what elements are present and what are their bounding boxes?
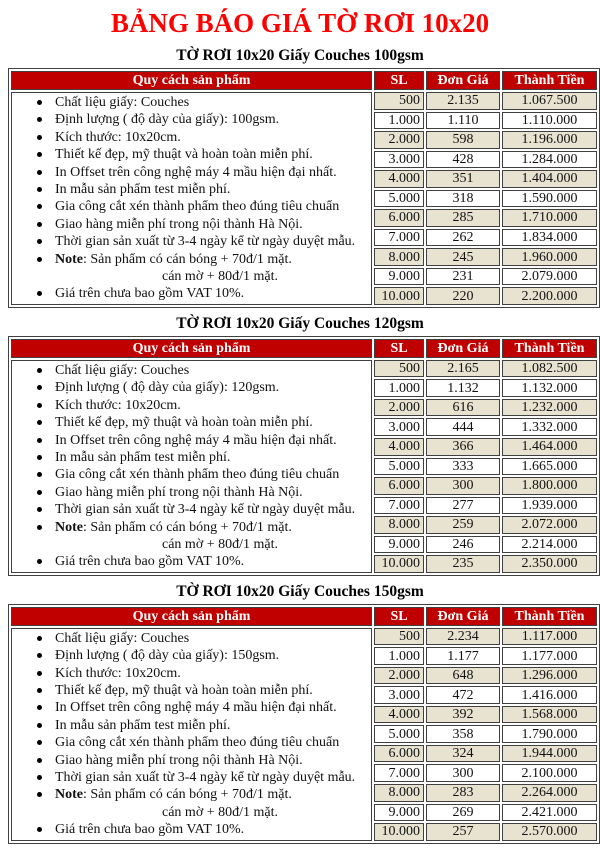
total-amount-cell: 1.960.000	[502, 248, 597, 266]
quantity-cell: 8.000	[374, 248, 424, 266]
column-header-quantity: SL	[374, 71, 424, 90]
bullet-icon	[37, 740, 42, 745]
bullet-icon	[37, 455, 42, 460]
quantity-cell: 5.000	[374, 458, 424, 476]
bullet-icon	[37, 472, 42, 477]
bullet-icon	[37, 135, 42, 140]
table-row	[11, 360, 597, 378]
price-table	[8, 336, 600, 576]
unit-price-cell: 269	[426, 804, 500, 822]
bullet-icon	[37, 792, 42, 797]
total-amount-cell: 1.232.000	[502, 399, 597, 417]
price-section	[8, 314, 592, 576]
note-label: Note	[55, 787, 83, 803]
spec-item: In mẫu sản phẩm test miễn phí.	[15, 717, 366, 734]
bullet-icon	[37, 117, 42, 122]
quantity-cell: 9.000	[374, 268, 424, 286]
unit-price-cell: 235	[426, 555, 500, 573]
quantity-cell: 3.000	[374, 151, 424, 169]
column-header-specs: Quy cách sản phẩm	[11, 339, 372, 358]
section-subtitle: TỜ RƠI 10x20 Giấy Couches 120gsm	[176, 314, 424, 332]
column-header-specs: Quy cách sản phẩm	[11, 607, 372, 626]
spec-item: Giao hàng miễn phí trong nội thành Hà Nội.	[15, 484, 366, 501]
bullet-icon	[37, 636, 42, 641]
unit-price-cell: 2.234	[426, 628, 500, 646]
unit-price-cell: 428	[426, 151, 500, 169]
quantity-cell: 6.000	[374, 477, 424, 495]
table-header-row	[11, 71, 597, 90]
quantity-cell: 6.000	[374, 209, 424, 227]
unit-price-cell: 257	[426, 823, 500, 841]
table-header-row	[11, 339, 597, 358]
column-header-quantity: SL	[374, 339, 424, 358]
total-amount-cell: 1.404.000	[502, 170, 597, 188]
bullet-icon	[37, 222, 42, 227]
spec-item: Kích thước: 10x20cm.	[15, 129, 366, 146]
unit-price-cell: 472	[426, 686, 500, 704]
quantity-cell: 9.000	[374, 804, 424, 822]
price-table	[8, 604, 600, 844]
price-table	[8, 68, 600, 308]
bullet-icon	[37, 420, 42, 425]
quantity-cell: 1.000	[374, 647, 424, 665]
unit-price-cell: 300	[426, 477, 500, 495]
bullet-icon	[37, 688, 42, 693]
quantity-cell: 500	[374, 628, 424, 646]
bullet-icon	[37, 525, 42, 530]
spec-item: cán mờ + 80đ/1 mặt.	[162, 536, 278, 552]
bullet-icon	[37, 291, 42, 296]
column-header-total: Thành Tiền	[502, 339, 597, 358]
quantity-cell: 1.000	[374, 112, 424, 130]
unit-price-cell: 392	[426, 706, 500, 724]
section-subtitle: TỜ RƠI 10x20 Giấy Couches 150gsm	[176, 582, 424, 600]
spec-item: Thiết kế đẹp, mỹ thuật và hoàn toàn miễn phí.	[15, 146, 366, 163]
spec-list	[15, 629, 368, 840]
column-header-unit-price: Đơn Giá	[426, 71, 500, 90]
total-amount-cell: 1.332.000	[502, 418, 597, 436]
total-amount-cell: 1.082.500	[502, 360, 597, 378]
total-amount-cell: 2.072.000	[502, 516, 597, 534]
bullet-icon	[37, 827, 42, 832]
unit-price-cell: 2.165	[426, 360, 500, 378]
spec-item: cán mờ + 80đ/1 mặt.	[162, 804, 278, 820]
note-label: Note	[55, 519, 83, 535]
total-amount-cell: 1.132.000	[502, 379, 597, 397]
unit-price-cell: 259	[426, 516, 500, 534]
total-amount-cell: 1.944.000	[502, 745, 597, 763]
total-amount-cell: 2.570.000	[502, 823, 597, 841]
quantity-cell: 4.000	[374, 170, 424, 188]
total-amount-cell: 2.100.000	[502, 764, 597, 782]
unit-price-cell: 262	[426, 229, 500, 247]
spec-item: Giao hàng miễn phí trong nội thành Hà Nội.	[15, 216, 366, 233]
unit-price-cell: 231	[426, 268, 500, 286]
price-section	[8, 46, 592, 308]
bullet-icon	[37, 438, 42, 443]
column-header-unit-price: Đơn Giá	[426, 339, 500, 358]
total-amount-cell: 1.790.000	[502, 725, 597, 743]
spec-item: Note: Sản phẩm có cán bóng + 70đ/1 mặt.	[15, 519, 366, 536]
quantity-cell: 2.000	[374, 399, 424, 417]
table-row	[11, 628, 597, 646]
spec-item: Giá trên chưa bao gồm VAT 10%.	[15, 821, 366, 838]
spec-list	[15, 93, 368, 304]
spec-item: Thời gian sản xuất từ 3-4 ngày kể từ ngày duyệt mẫu.	[15, 769, 366, 786]
total-amount-cell: 1.710.000	[502, 209, 597, 227]
unit-price-cell: 285	[426, 209, 500, 227]
spec-list	[15, 361, 368, 572]
total-amount-cell: 1.416.000	[502, 686, 597, 704]
quantity-cell: 500	[374, 92, 424, 110]
unit-price-cell: 351	[426, 170, 500, 188]
bullet-icon	[37, 705, 42, 710]
unit-price-cell: 2.135	[426, 92, 500, 110]
total-amount-cell: 2.421.000	[502, 804, 597, 822]
total-amount-cell: 1.834.000	[502, 229, 597, 247]
quantity-cell: 2.000	[374, 131, 424, 149]
bullet-icon	[37, 758, 42, 763]
bullet-icon	[37, 239, 42, 244]
unit-price-cell: 444	[426, 418, 500, 436]
unit-price-cell: 1.177	[426, 647, 500, 665]
unit-price-cell: 245	[426, 248, 500, 266]
spec-item: Gia công cắt xén thành phẩm theo đúng tiêu chuẩn	[15, 466, 366, 483]
spec-item: Kích thước: 10x20cm.	[15, 397, 366, 414]
bullet-icon	[37, 559, 42, 564]
quantity-cell: 7.000	[374, 497, 424, 515]
spec-item: Giá trên chưa bao gồm VAT 10%.	[15, 285, 366, 302]
spec-item: Thời gian sản xuất từ 3-4 ngày kể từ ngày duyệt mẫu.	[15, 501, 366, 518]
spec-item: In Offset trên công nghệ máy 4 mầu hiện đại nhất.	[15, 164, 366, 181]
quantity-cell: 5.000	[374, 725, 424, 743]
quantity-cell: 9.000	[374, 536, 424, 554]
total-amount-cell: 1.464.000	[502, 438, 597, 456]
spec-item: Chất liệu giấy: Couches	[15, 94, 366, 111]
bullet-icon	[37, 653, 42, 658]
bullet-icon	[37, 204, 42, 209]
unit-price-cell: 324	[426, 745, 500, 763]
unit-price-cell: 300	[426, 764, 500, 782]
quantity-cell: 6.000	[374, 745, 424, 763]
total-amount-cell: 2.079.000	[502, 268, 597, 286]
total-amount-cell: 1.177.000	[502, 647, 597, 665]
table-row	[11, 92, 597, 110]
quantity-cell: 3.000	[374, 686, 424, 704]
unit-price-cell: 333	[426, 458, 500, 476]
bullet-icon	[37, 152, 42, 157]
total-amount-cell: 1.568.000	[502, 706, 597, 724]
bullet-icon	[37, 368, 42, 373]
spec-item: Note: Sản phẩm có cán bóng + 70đ/1 mặt.	[15, 786, 366, 803]
spec-item: Định lượng ( độ dày của giấy): 120gsm.	[15, 379, 366, 396]
page-title: BẢNG BÁO GIÁ TỜ RƠI 10x20	[110, 8, 490, 38]
sections-container	[8, 46, 592, 844]
spec-item: Thời gian sản xuất từ 3-4 ngày kể từ ngày duyệt mẫu.	[15, 233, 366, 250]
bullet-icon	[37, 490, 42, 495]
spec-item: Chất liệu giấy: Couches	[15, 630, 366, 647]
spec-item: cán mờ + 80đ/1 mặt.	[162, 269, 278, 285]
quantity-cell: 8.000	[374, 516, 424, 534]
spec-item: Thiết kế đẹp, mỹ thuật và hoàn toàn miễn phí.	[15, 682, 366, 699]
total-amount-cell: 1.800.000	[502, 477, 597, 495]
total-amount-cell: 1.196.000	[502, 131, 597, 149]
product-specs-cell	[11, 92, 372, 305]
spec-item: In Offset trên công nghệ máy 4 mầu hiện đại nhất.	[15, 432, 366, 449]
total-amount-cell: 2.350.000	[502, 555, 597, 573]
spec-item: Định lượng ( độ dày của giấy): 150gsm.	[15, 647, 366, 664]
product-specs-cell	[11, 628, 372, 841]
quantity-cell: 5.000	[374, 190, 424, 208]
spec-item: Giá trên chưa bao gồm VAT 10%.	[15, 553, 366, 570]
bullet-icon	[37, 403, 42, 408]
bullet-icon	[37, 723, 42, 728]
spec-item: Gia công cắt xén thành phẩm theo đúng tiêu chuẩn	[15, 198, 366, 215]
total-amount-cell: 1.110.000	[502, 112, 597, 130]
unit-price-cell: 366	[426, 438, 500, 456]
unit-price-cell: 318	[426, 190, 500, 208]
spec-item: Thiết kế đẹp, mỹ thuật và hoàn toàn miễn phí.	[15, 414, 366, 431]
unit-price-cell: 277	[426, 497, 500, 515]
spec-item: Gia công cắt xén thành phẩm theo đúng tiêu chuẩn	[15, 734, 366, 751]
quantity-cell: 7.000	[374, 229, 424, 247]
total-amount-cell: 1.939.000	[502, 497, 597, 515]
unit-price-cell: 358	[426, 725, 500, 743]
quantity-cell: 7.000	[374, 764, 424, 782]
table-header-row	[11, 607, 597, 626]
spec-item: Định lượng ( độ dày của giấy): 100gsm.	[15, 111, 366, 128]
quantity-cell: 8.000	[374, 784, 424, 802]
column-header-total: Thành Tiền	[502, 71, 597, 90]
unit-price-cell: 246	[426, 536, 500, 554]
column-header-specs: Quy cách sản phẩm	[11, 71, 372, 90]
column-header-quantity: SL	[374, 607, 424, 626]
total-amount-cell: 2.264.000	[502, 784, 597, 802]
bullet-icon	[37, 187, 42, 192]
quantity-cell: 1.000	[374, 379, 424, 397]
total-amount-cell: 1.296.000	[502, 667, 597, 685]
total-amount-cell: 1.665.000	[502, 458, 597, 476]
quantity-cell: 500	[374, 360, 424, 378]
section-subtitle: TỜ RƠI 10x20 Giấy Couches 100gsm	[176, 47, 424, 64]
total-amount-cell: 2.200.000	[502, 287, 597, 305]
unit-price-cell: 1.110	[426, 112, 500, 130]
total-amount-cell: 1.284.000	[502, 151, 597, 169]
quantity-cell: 4.000	[374, 706, 424, 724]
unit-price-cell: 648	[426, 667, 500, 685]
quantity-cell: 2.000	[374, 667, 424, 685]
spec-item: Chất liệu giấy: Couches	[15, 362, 366, 379]
spec-item: In Offset trên công nghệ máy 4 mầu hiện đại nhất.	[15, 699, 366, 716]
unit-price-cell: 1.132	[426, 379, 500, 397]
total-amount-cell: 1.590.000	[502, 190, 597, 208]
spec-item: In mẫu sản phẩm test miễn phí.	[15, 449, 366, 466]
spec-item: In mẫu sản phẩm test miễn phí.	[15, 181, 366, 198]
total-amount-cell: 2.214.000	[502, 536, 597, 554]
total-amount-cell: 1.117.000	[502, 628, 597, 646]
unit-price-cell: 283	[426, 784, 500, 802]
quantity-cell: 10.000	[374, 823, 424, 841]
unit-price-cell: 598	[426, 131, 500, 149]
unit-price-cell: 220	[426, 287, 500, 305]
spec-item: Kích thước: 10x20cm.	[15, 665, 366, 682]
bullet-icon	[37, 100, 42, 105]
quantity-cell: 4.000	[374, 438, 424, 456]
spec-item: Note: Sản phẩm có cán bóng + 70đ/1 mặt.	[15, 251, 366, 268]
note-label: Note	[55, 251, 83, 267]
price-section	[8, 582, 592, 844]
total-amount-cell: 1.067.500	[502, 92, 597, 110]
bullet-icon	[37, 385, 42, 390]
bullet-icon	[37, 170, 42, 175]
quantity-cell: 10.000	[374, 287, 424, 305]
column-header-unit-price: Đơn Giá	[426, 607, 500, 626]
quantity-cell: 10.000	[374, 555, 424, 573]
column-header-total: Thành Tiền	[502, 607, 597, 626]
bullet-icon	[37, 775, 42, 780]
bullet-icon	[37, 507, 42, 512]
quantity-cell: 3.000	[374, 418, 424, 436]
bullet-icon	[37, 671, 42, 676]
bullet-icon	[37, 257, 42, 262]
product-specs-cell	[11, 360, 372, 573]
unit-price-cell: 616	[426, 399, 500, 417]
spec-item: Giao hàng miễn phí trong nội thành Hà Nội.	[15, 752, 366, 769]
